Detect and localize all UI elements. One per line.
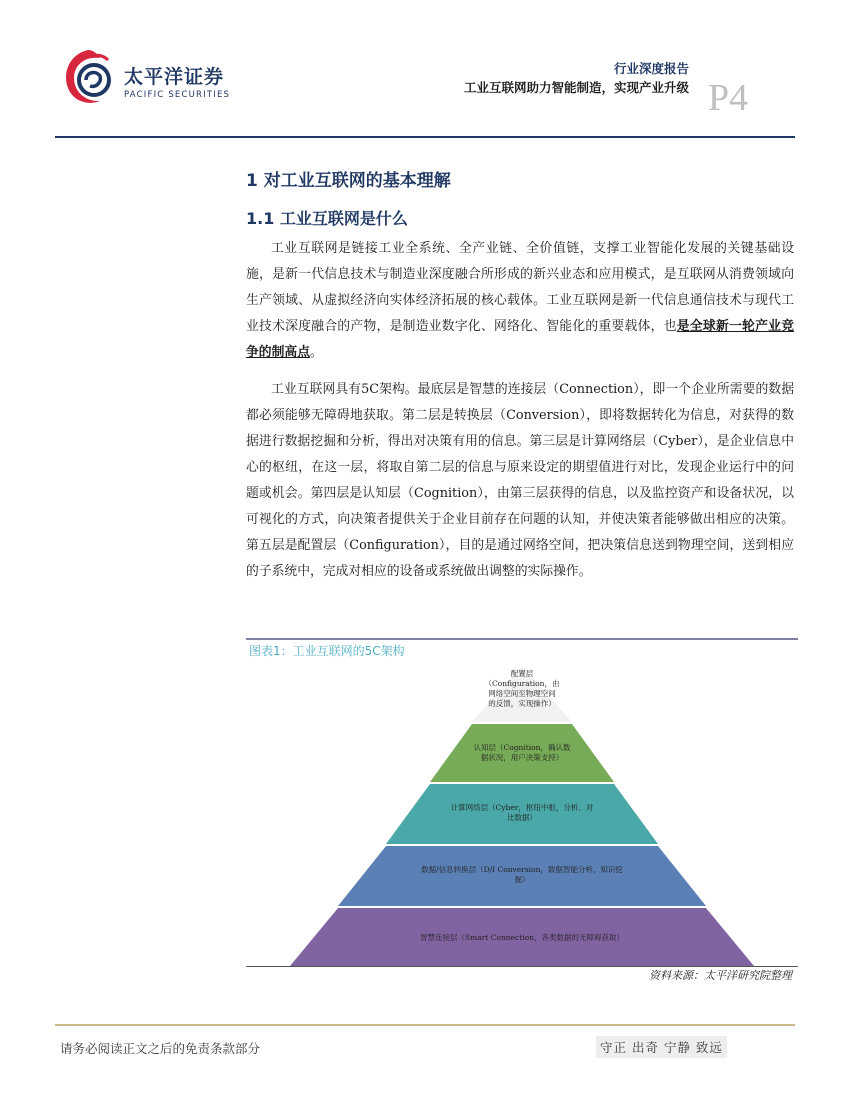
page-number: P4 [708,77,749,119]
layer-label-conversion-2: 掘） [514,875,530,884]
brand-name-cn: 太平洋证券 [124,66,225,88]
layer-label-configuration-3: 网络空间至物理空间 [488,689,556,698]
report-type: 行业深度报告 [613,61,689,76]
pacific-securities-logo [60,46,116,108]
brand-name-en: PACIFIC SECURITIES [124,90,231,100]
layer-label-cyber-2: 比数据） [507,813,537,822]
footer-divider [55,1024,795,1026]
company-motto: 守正 出奇 宁静 致远 [596,1036,727,1058]
subsection-heading: 1.1 工业互联网是什么 [246,209,408,228]
figure-title: 图表1：工业互联网的5C架构 [249,644,405,658]
pyramid-diagram [246,662,798,968]
report-title: 工业互联网助力智能制造，实现产业升级 [463,80,689,95]
layer-label-configuration-2: （Configuration，由 [484,679,560,688]
paragraph-definition [246,236,794,366]
layer-label-configuration-1: 配置层 [510,669,534,678]
section-heading: 1 对工业互联网的基本理解 [246,171,451,191]
paragraph-definition-end: 。 [309,345,323,360]
layer-label-cognition-1: 认知层（Cognition，确认数 [473,743,571,752]
header-divider [55,136,795,138]
emphasis-text: 是全球新一轮产业竞争的制高点 [246,319,795,360]
layer-label-cognition-2: 据状况，用户决策支持） [480,753,564,762]
brand [124,62,230,100]
disclaimer-link-text: 请务必阅读正文之后的免责条款部分 [60,1041,261,1056]
layer-label-conversion-1: 数据/信息转换层（D/I Conversion，数据智能分析、知识挖 [421,865,623,874]
figure-source: 资料来源：太平洋研究院整理 [649,969,792,982]
layer-label-configuration-4: 的反馈，实现操作） [488,699,556,708]
layer-label-cyber-1: 计算网络层（Cyber，枢纽中枢，分析、对 [450,803,594,812]
paragraph-definition-text: 工业互联网是链接工业全系统、全产业链、全价值链，支撑工业智能化发展的关键基础设施，是新一代信息技术与制造业深度融合所形成的新兴业态和应用模式，是互联网从消费领域向生产领域、从虚拟经济向实体经济拓展的核心载体。工业互联网是新一代信息通信技术与现代工业技术深度融合的产物，是制造业数字化、网络化、智能化的重要载体，也 [246,241,794,334]
paragraph-5c-architecture: 工业互联网具有5C架构。最底层是智慧的连接层（Connection），即一个企业所需要的数据都必须能够无障碍地获取。第二层是转换层（Conversion），即将数据转化为信息，对获得的数据进行数据挖掘和分析，得出对决策有用的信息。第三层是计算网络层（Cyber），是企业信息中心的枢纽，在这一层，将取自第二层的信息与原来设定的期望值进行对比，发现企业运行中的问题或机会。第四层是认知层（Cognition），由第三层获得的信息，以及监控资产和设备状况，以可视化的方式，向决策者提供关于企业目前存在问题的认知，并使决策者能够做出相应的决策。第五层是配置层（Configuration），目的是通过网络空间，把决策信息送到物理空间，送到相应的子系统中，完成对相应的设备或系统做出调整的实际操作。 [246,382,794,579]
layer-label-connection-1: 智慧连接层（Smart Connection，各类数据的无障碍获取） [419,933,625,942]
